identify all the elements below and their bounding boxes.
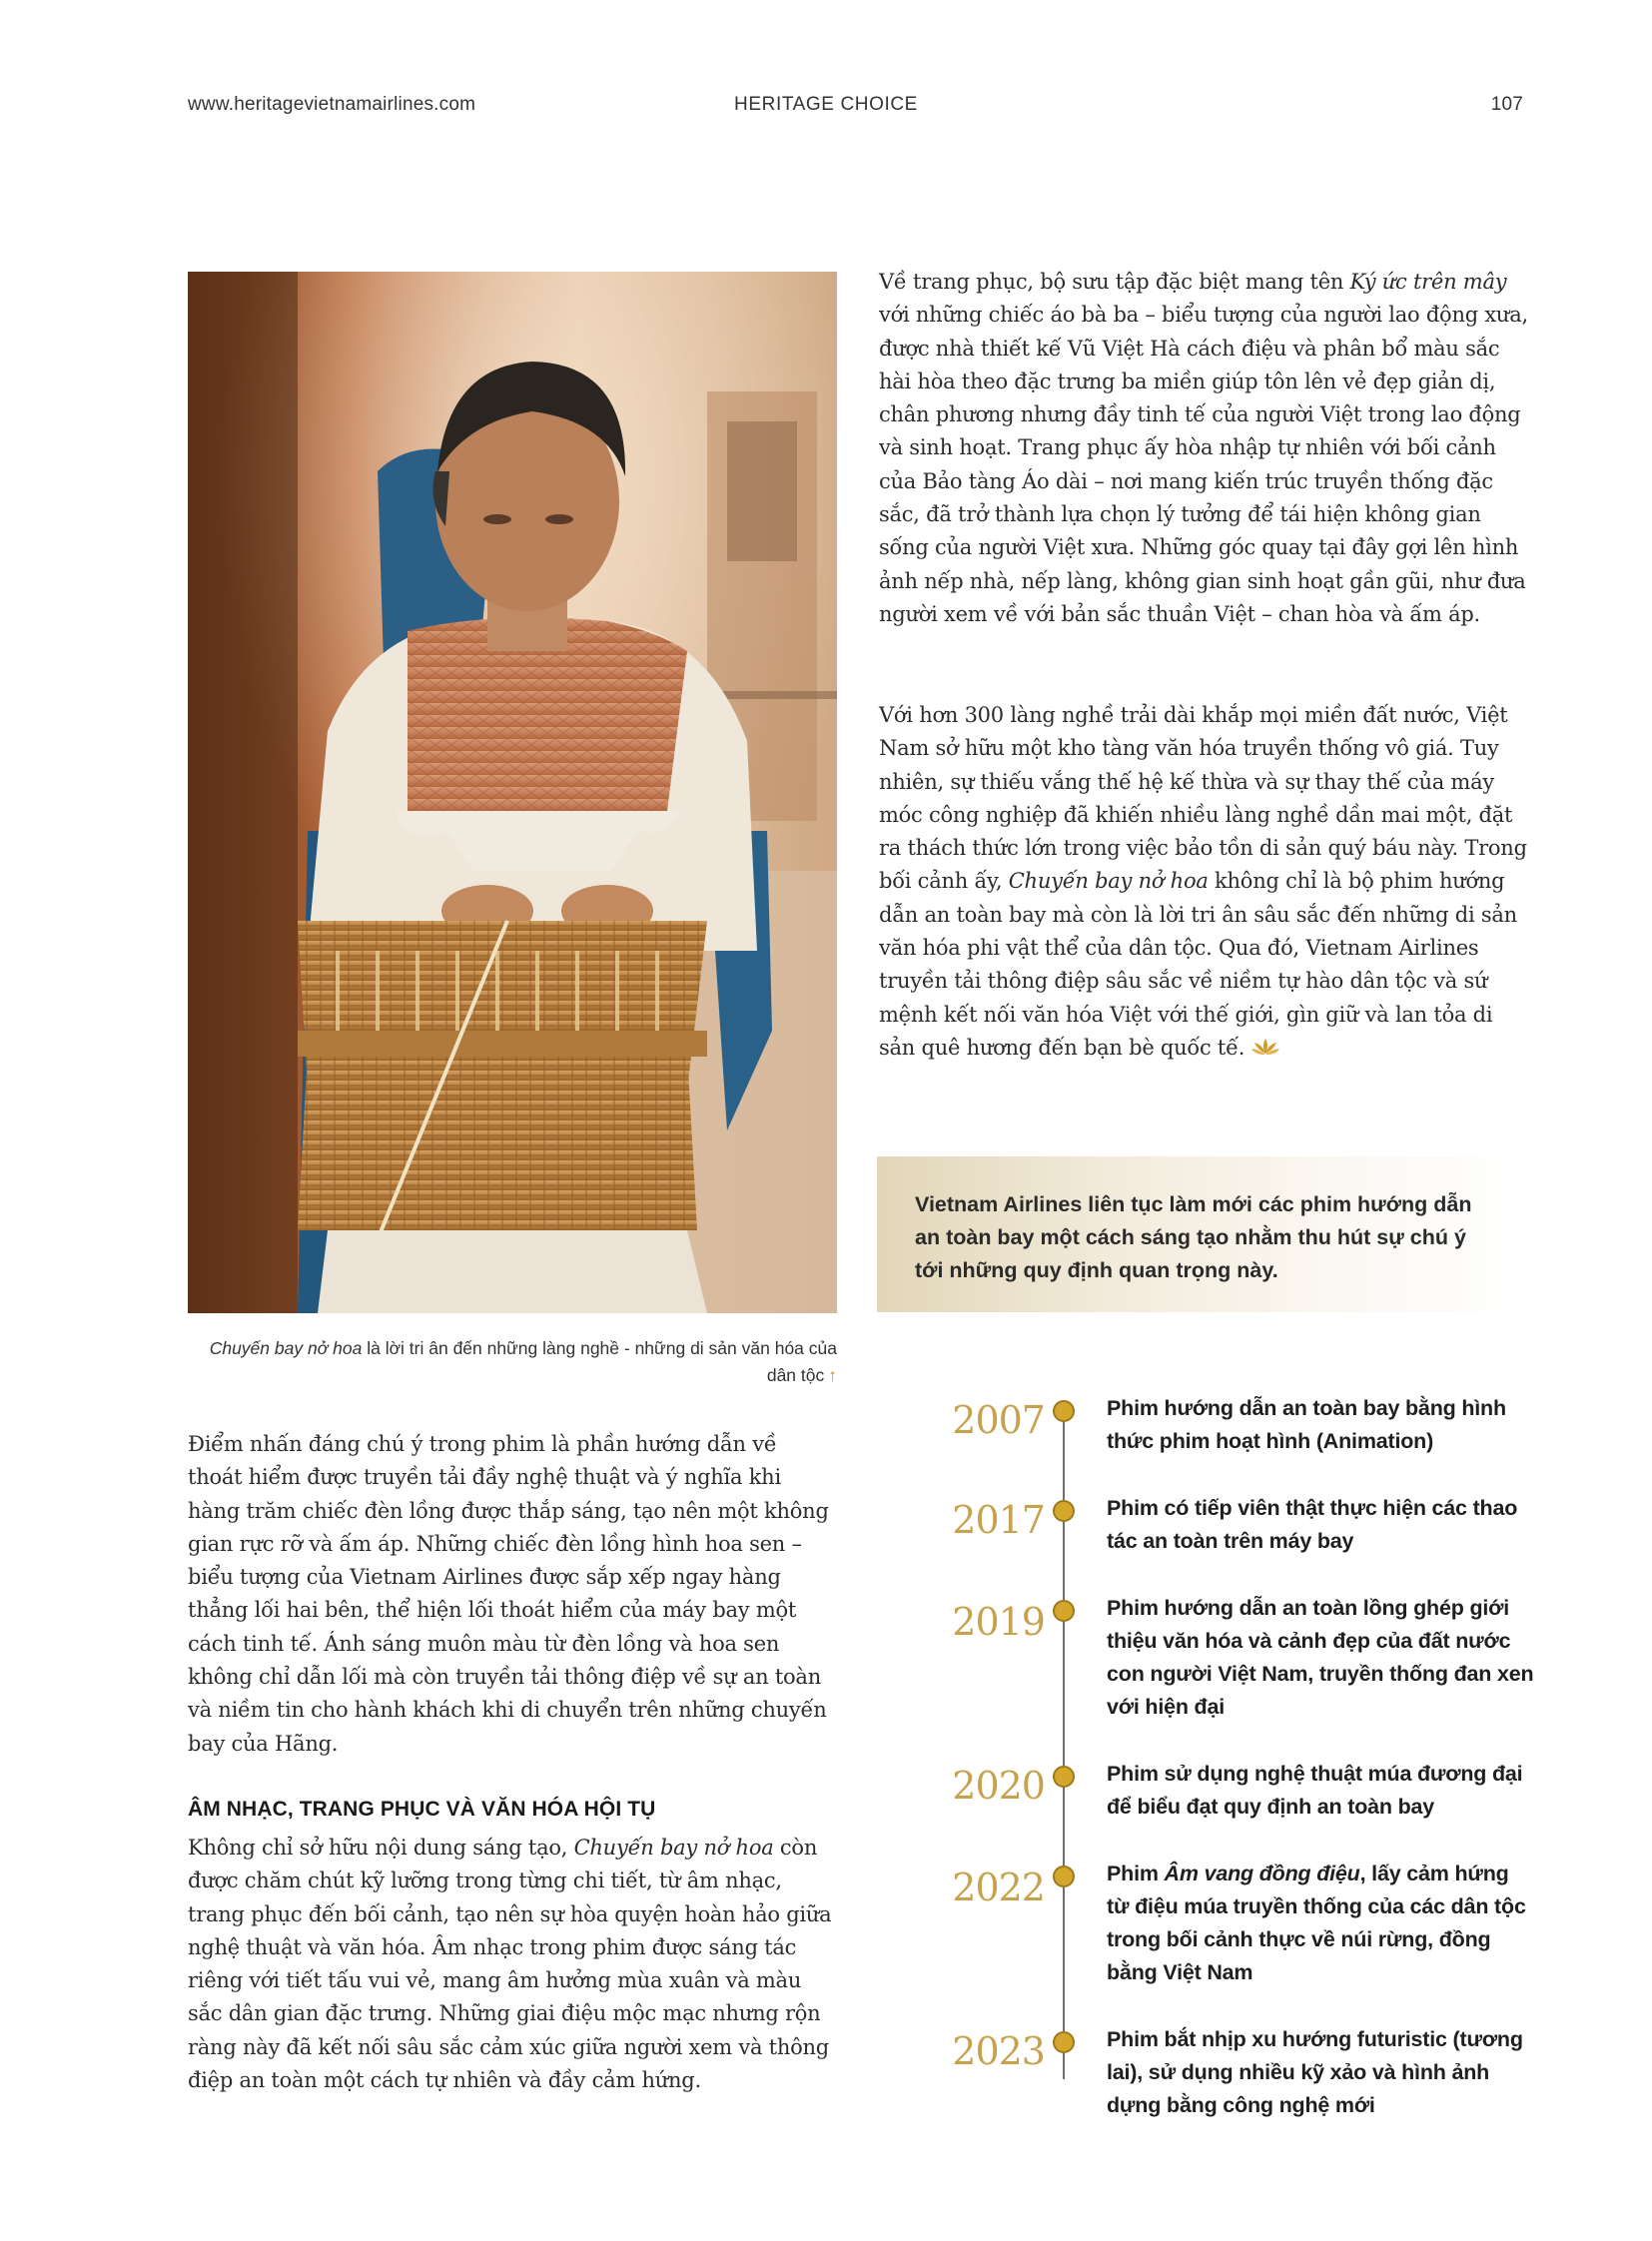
- timeline-dot-icon: [1053, 1766, 1075, 1788]
- p1-text-a: Về trang phục, bộ sưu tập đặc biệt mang tên: [879, 270, 1350, 294]
- timeline-italic: Âm vang đồng điệu: [1164, 1862, 1360, 1885]
- timeline-text: Phim bắt nhịp xu hướng futuristic (tương lai), sử dụng nhiều kỹ xảo và hình ảnh dựng bằng công nghệ mới: [1107, 2027, 1523, 2117]
- pull-quote: Vietnam Airlines liên tục làm mới các phim hướng dẫn an toàn bay một cách sáng tạo nhằm thu hút sự chú ý tới những quy định quan trọng này.: [877, 1156, 1526, 1312]
- paragraph-lanterns: Điểm nhấn đáng chú ý trong phim là phần hướng dẫn về thoát hiểm được truyền tải đầy nghệ thuật và ý nghĩa khi hàng trăm chiếc đèn lồng được thắp sáng, tạo nên một không gian rực rỡ và ấm áp. Những chiếc đèn lồng hình hoa sen – biểu tượng của Vietnam Airlines được sắp xếp ngay hàng thẳng lối hai bên, thể hiện lối thoát hiểm của máy bay một cách tinh tế. Ánh sáng muôn màu từ đèn lồng và hoa sen không chỉ dẫn lối mà còn truyền tải thông điệp về sự an toàn và niềm tin cho hành khách khi di chuyển trên những chuyến bay của Hãng.: [188, 1432, 829, 1756]
- timeline-text-a: Phim: [1107, 1862, 1165, 1885]
- section-title: HERITAGE CHOICE: [734, 94, 918, 115]
- p2-text-a: Với hơn 300 làng nghề trải dài khắp mọi miền đất nước, Việt Nam sở hữu một kho tàng văn hóa truyền thống vô giá. Tuy nhiên, sự thiếu vắng thế hệ kế thừa và sự thay thế của máy móc công nghiệp đã khiến nhiều làng nghề dần mai một, đặt ra thách thức lớn trong việc bảo tồn di sản quý báu này. Trong bối cảnh ấy,: [879, 703, 1527, 894]
- p1-italic: Ký ức trên mây: [1349, 270, 1507, 294]
- timeline-dot-icon: [1053, 1500, 1075, 1522]
- timeline-year: 2017: [952, 1498, 1045, 1542]
- timeline-dot-icon: [1053, 1400, 1075, 1422]
- timeline-text: Phim sử dụng nghệ thuật múa đương đại để biểu đạt quy định an toàn bay: [1107, 1762, 1523, 1819]
- p1-text-b: với những chiếc áo bà ba – biểu tượng của người lao động xưa, được nhà thiết kế Vũ Việt Hà cách điệu và phân bổ màu sắc hài hòa theo đặc trưng ba miền giúp tôn lên vẻ đẹp giản dị, chân phương nhưng đầy tinh tế của người Việt trong lao động và sinh hoạt. Trang phục ấy hòa nhập tự nhiên với bối cảnh của Bảo tàng Áo dài – nơi mang kiến trúc truyền thống đặc sắc, đã trở thành lựa chọn lý tưởng để tái hiện không gian sống của người Việt xưa. Những góc quay tại đây gợi lên hình ảnh nếp nhà, nếp làng, không gian sinh hoạt gần gũi, như đưa người xem về với bản sắc thuần Việt – chan hòa và ấm áp.: [879, 303, 1528, 626]
- timeline-dot-icon: [1053, 1866, 1075, 1887]
- timeline-text: Phim có tiếp viên thật thực hiện các thao tác an toàn trên máy bay: [1107, 1496, 1518, 1553]
- photo-caption: [188, 1335, 837, 1389]
- paragraph-costume: [879, 266, 1528, 631]
- timeline-dot-icon: [1053, 2031, 1075, 2053]
- timeline-year: 2019: [952, 1600, 1045, 1644]
- timeline-year: 2023: [952, 2029, 1045, 2073]
- p4-text-a: Không chỉ sở hữu nội dung sáng tạo,: [188, 1836, 574, 1860]
- section-heading: ÂM NHẠC, TRANG PHỤC VÀ VĂN HÓA HỘI TỤ: [188, 1798, 656, 1821]
- p4-text-b: còn được chăm chút kỹ lưỡng trong từng chi tiết, từ âm nhạc, trang phục đến bối cảnh, tạo nên sự hòa quyện hoàn hảo giữa nghệ thuật và văn hóa. Âm nhạc trong phim được sáng tác riêng với tiết tấu vui vẻ, mang âm hưởng mùa xuân và màu sắc dân gian đặc trưng. Những giai điệu mộc mạc nhưng rộn ràng này đã kết nối sâu sắc cảm xúc giữa người xem và thông điệp an toàn một cách tự nhiên và đầy cảm hứng.: [188, 1836, 832, 2093]
- p2-text-b: không chỉ là bộ phim hướng dẫn an toàn bay mà còn là lời tri ân sâu sắc đến những di sản văn hóa phi vật thể của dân tộc. Qua đó, Vietnam Airlines truyền tải thông điệp sâu sắc về niềm tự hào dân tộc và sứ mệnh kết nối văn hóa Việt với thế giới, gìn giữ và lan tỏa di sản quê hương đến bạn bè quốc tế.: [879, 869, 1517, 1060]
- artisan-photo: [188, 272, 837, 1313]
- website-url: www.heritagevietnamairlines.com: [188, 94, 476, 115]
- timeline-text: Phim hướng dẫn an toàn lồng ghép giới thiệu văn hóa và cảnh đẹp của đất nước con người Việt Nam, truyền thống đan xen với hiện đại: [1107, 1596, 1534, 1719]
- timeline-year: 2020: [952, 1764, 1045, 1808]
- timeline-text-b: , lấy cảm hứng từ điệu múa truyền thống của các dân tộc trong bối cảnh thực về núi rừng, đồng bằng Việt Nam: [1107, 1862, 1526, 1984]
- paragraph-craft-villages: [879, 699, 1528, 1067]
- p2-italic: Chuyến bay nở hoa: [1008, 869, 1209, 894]
- timeline-year: 2022: [952, 1866, 1045, 1909]
- caption-title: Chuyến bay nở hoa: [209, 1338, 363, 1358]
- timeline-text: Phim hướng dẫn an toàn bay bằng hình thức phim hoạt hình (Animation): [1107, 1396, 1506, 1453]
- paragraph-music: [188, 1832, 837, 2097]
- timeline-text: [1107, 1858, 1536, 1989]
- timeline-year: 2007: [952, 1398, 1045, 1442]
- up-arrow-icon: ↑: [828, 1365, 837, 1385]
- timeline-dot-icon: [1053, 1600, 1075, 1622]
- p4-italic: Chuyến bay nở hoa: [573, 1836, 774, 1860]
- caption-text: là lời tri ân đến những làng nghề - những di sản văn hóa của dân tộc: [362, 1338, 837, 1385]
- lotus-icon: [1250, 1034, 1280, 1067]
- page-number: 107: [1490, 94, 1523, 115]
